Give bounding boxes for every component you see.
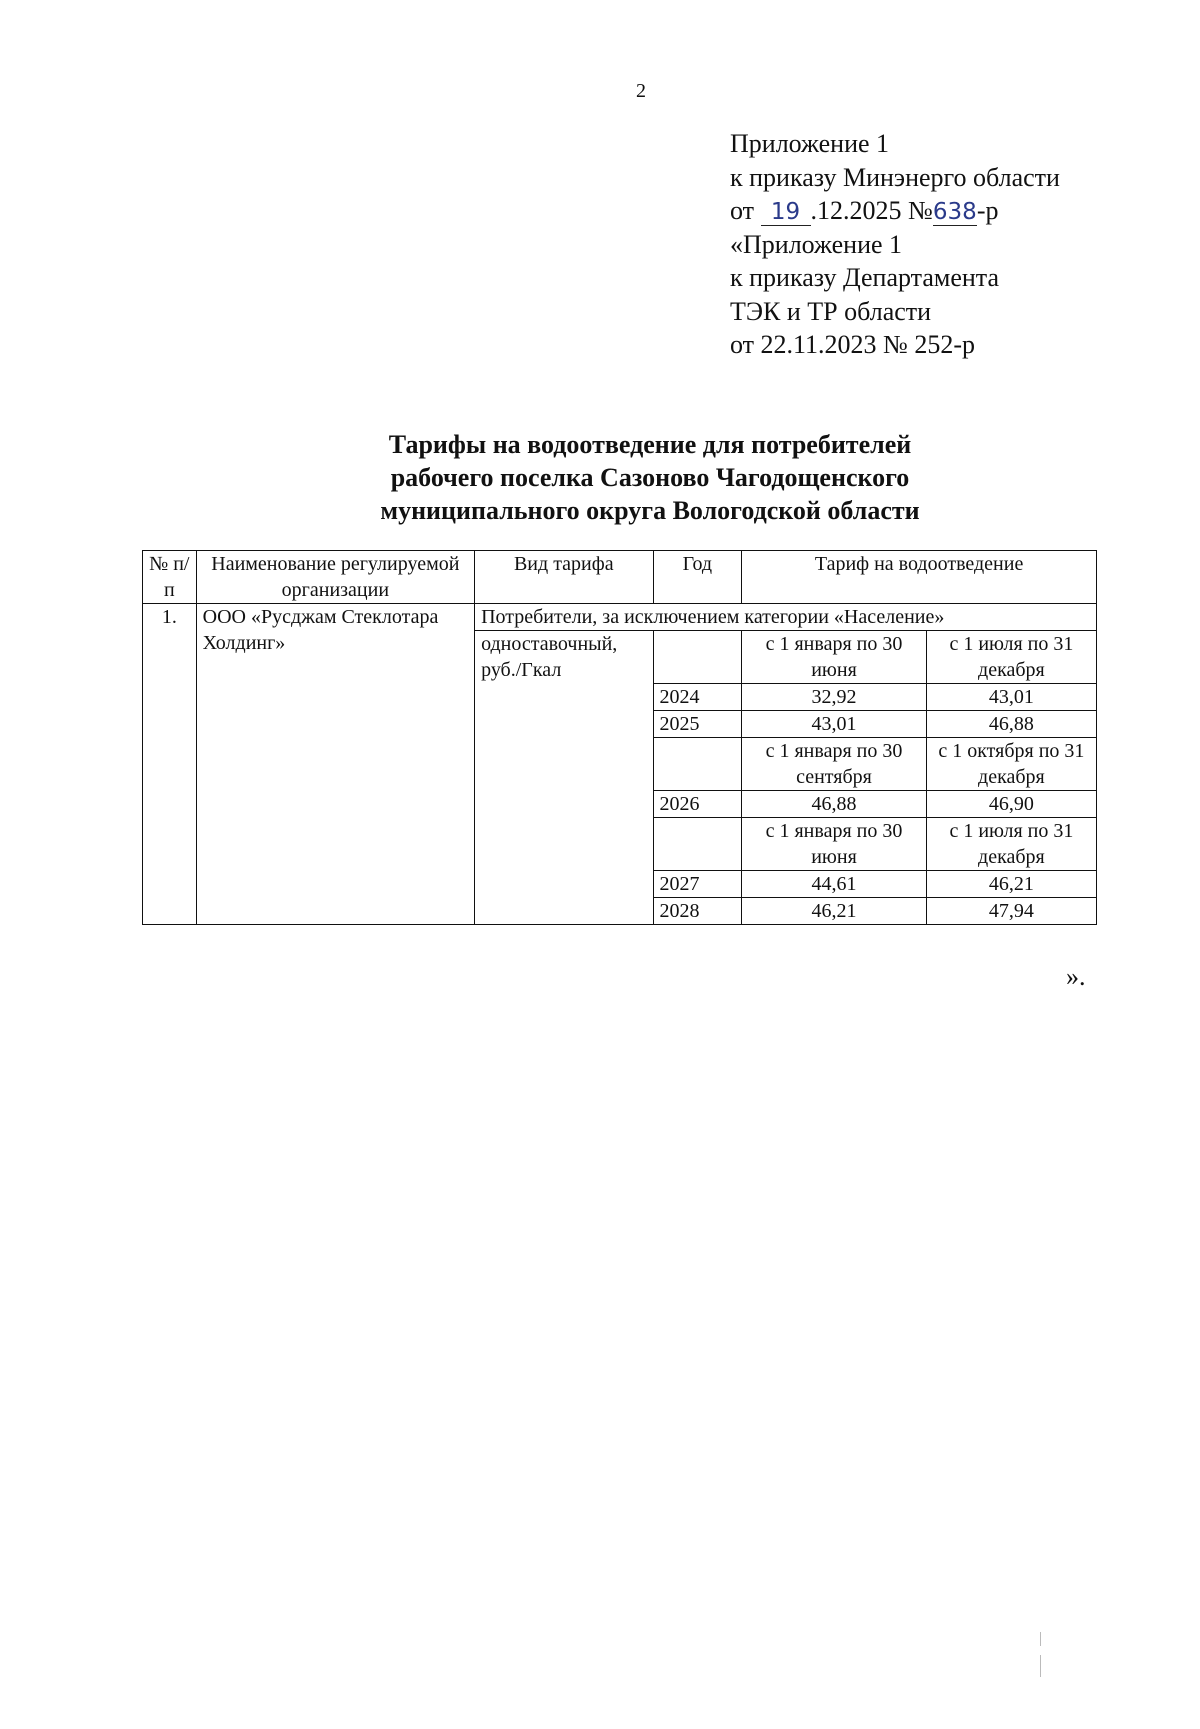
order-date-rest: .12.2025 №: [810, 196, 933, 225]
appendix-line-2: к приказу Минэнерго области: [730, 162, 1060, 192]
order-date-prefix: от: [730, 196, 755, 225]
document-title: [0, 428, 1200, 527]
cell-year: 2024: [653, 684, 742, 711]
header-year: Год: [653, 551, 742, 604]
appendix-line-3: [730, 194, 1060, 228]
appendix-line-5: к приказу Департамента: [730, 263, 1000, 292]
cell-value-1: 43,01: [742, 711, 927, 738]
cell-value-2: 46,21: [926, 871, 1096, 898]
page-number: 2: [636, 80, 646, 102]
title-line-1: Тарифы на водоотведение для потребителей: [388, 430, 912, 459]
cell-empty-year: [653, 631, 742, 684]
cell-value-2: 47,94: [926, 898, 1096, 925]
cell-year: 2025: [653, 711, 742, 738]
scan-mark: [1040, 1655, 1041, 1677]
appendix-line-1: Приложение 1: [730, 129, 890, 158]
scan-mark: [1040, 1632, 1041, 1646]
cell-row-num: 1.: [143, 604, 197, 925]
cell-period-a2: с 1 июля по 31 декабря: [926, 631, 1096, 684]
header-org: Наименование регулируемой организации: [196, 551, 474, 604]
cell-value-2: 46,88: [926, 711, 1096, 738]
order-number-suffix: -р: [976, 196, 999, 225]
appendix-line-4: «Приложение 1: [730, 229, 903, 259]
table-header-row: [143, 551, 1097, 604]
cell-value-2: 43,01: [926, 684, 1096, 711]
cell-org-name: ООО «Русджам Стеклотара Холдинг»: [196, 604, 474, 925]
cell-year: 2027: [653, 871, 742, 898]
header-num: № п/п: [143, 551, 197, 604]
handwritten-day: 19: [761, 199, 811, 226]
title-line-2: рабочего поселка Сазоново Чагодощенского: [390, 463, 910, 492]
cell-value-2: 46,90: [926, 791, 1096, 818]
cell-period-c1: с 1 января по 30 июня: [742, 818, 927, 871]
cell-period-c2: с 1 июля по 31 декабря: [926, 818, 1096, 871]
header-tariff: Тариф на водоотведение: [742, 551, 1097, 604]
table-row-category: [143, 604, 1097, 631]
cell-year: 2028: [653, 898, 742, 925]
appendix-header: [730, 127, 1060, 362]
cell-period-b1: с 1 января по 30 сентября: [742, 738, 927, 791]
cell-year: 2026: [653, 791, 742, 818]
cell-period-a1: с 1 января по 30 июня: [742, 631, 927, 684]
title-line-3: муниципального округа Вологодской области: [380, 496, 920, 525]
handwritten-order-number: 638: [932, 199, 977, 225]
appendix-line-7: от 22.11.2023 № 252-р: [730, 330, 976, 359]
cell-value-1: 46,21: [742, 898, 927, 925]
cell-value-1: 44,61: [742, 871, 927, 898]
cell-empty-year: [653, 818, 742, 871]
cell-period-b2: с 1 октября по 31 декабря: [926, 738, 1096, 791]
closing-quote: ».: [1066, 962, 1086, 991]
cell-tariff-kind: одноставочный, руб./Гкал: [475, 631, 653, 925]
header-kind: Вид тарифа: [475, 551, 653, 604]
cell-value-1: 32,92: [742, 684, 927, 711]
cell-category: Потребители, за исключением категории «Население»: [475, 604, 1097, 631]
cell-value-1: 46,88: [742, 791, 927, 818]
cell-empty-year: [653, 738, 742, 791]
tariff-table: [142, 550, 1097, 925]
appendix-line-6: ТЭК и ТР области: [730, 296, 932, 326]
